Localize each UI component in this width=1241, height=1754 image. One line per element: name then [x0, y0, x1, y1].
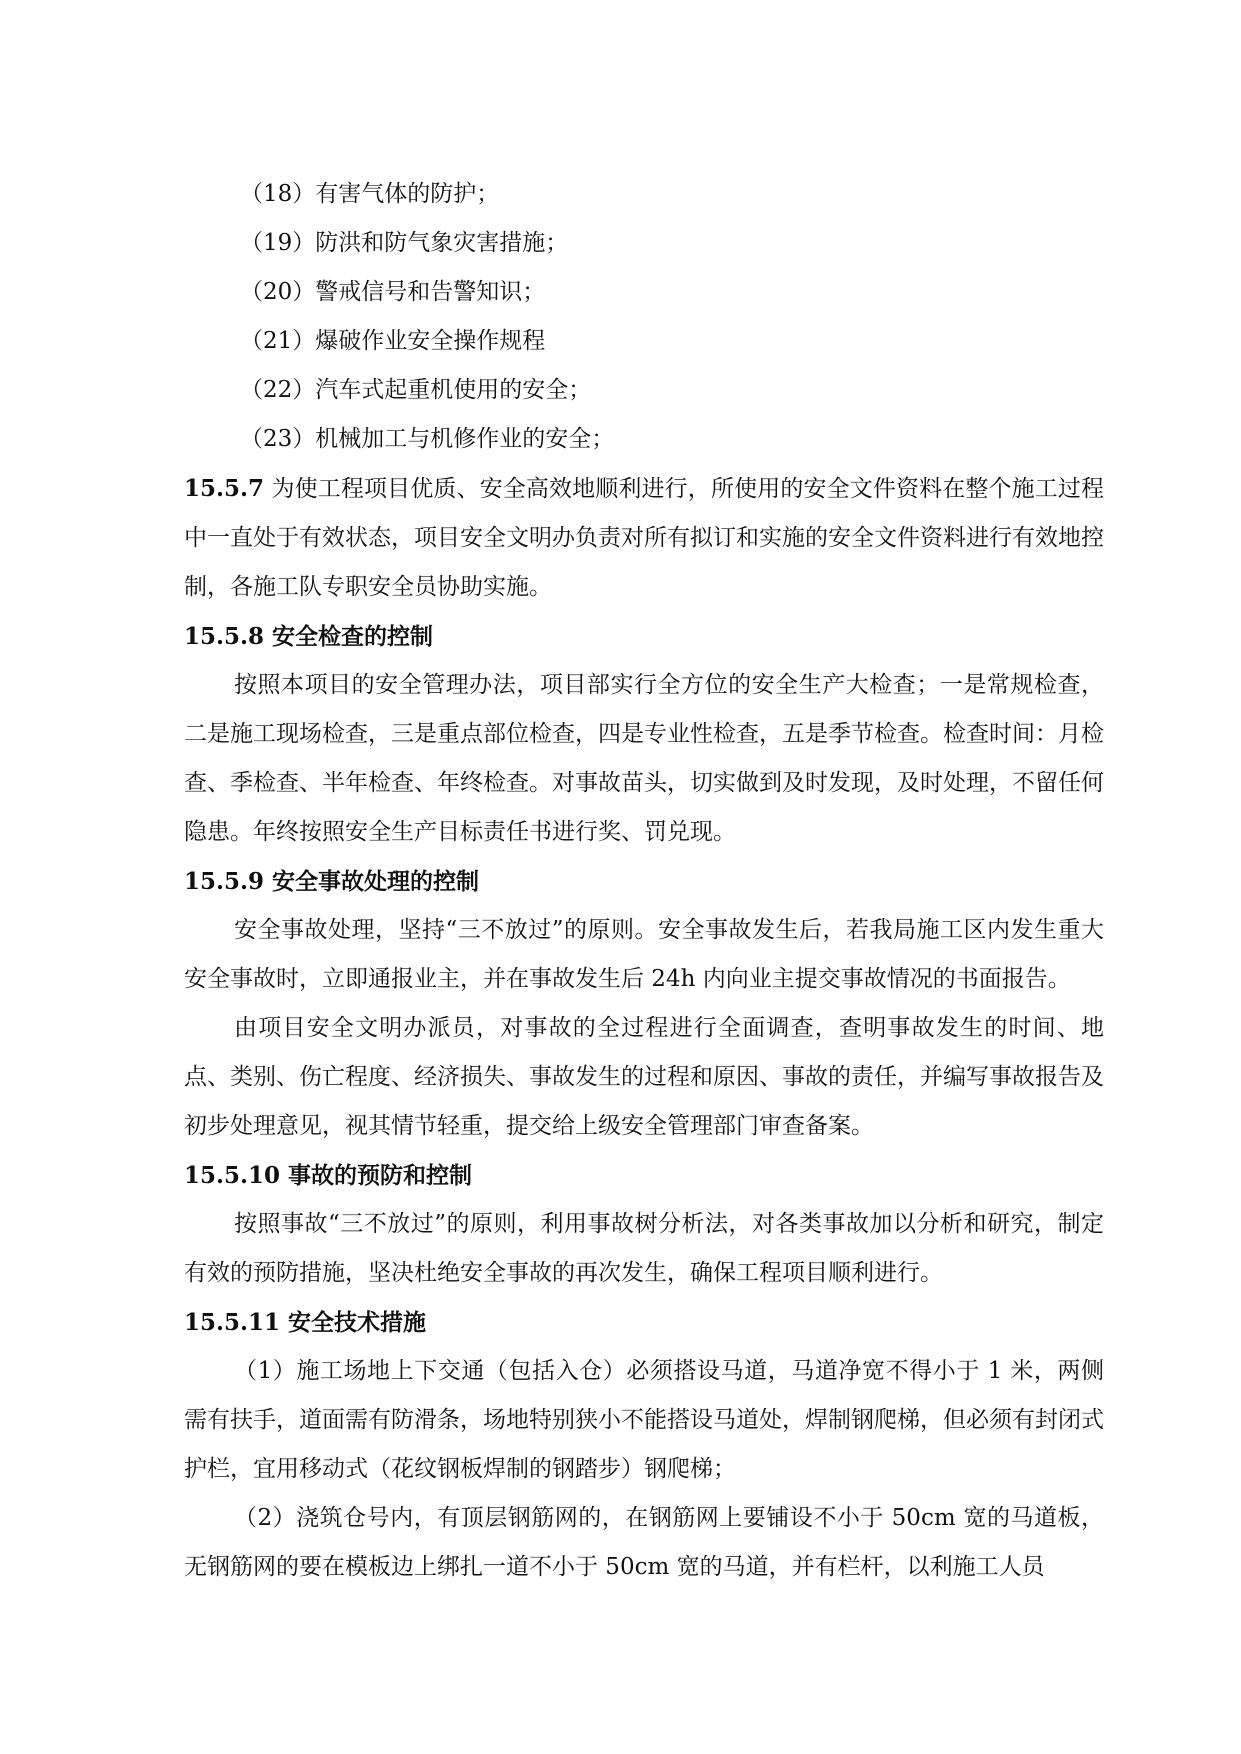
list-item: （22）汽车式起重机使用的安全；: [240, 377, 592, 403]
paragraph: 按照事故“三不放过”的原则，利用事故树分析法，对各类事故加以分析和研究，制定有效的预防措施，坚决杜绝安全事故的再次发生，确保工程项目顺利进行。: [184, 1211, 1104, 1286]
section-heading-15-5-10: 15.5.10 事故的预防和控制: [184, 1162, 473, 1189]
list-item: （21）爆破作业安全操作规程: [240, 328, 546, 354]
list-item: （20）警戒信号和告警知识；: [240, 279, 546, 305]
section-heading-15-5-9: 15.5.9 安全事故处理的控制: [184, 868, 480, 895]
paragraph: （1）施工场地上下交通（包括入仓）必须搭设马道，马道净宽不得小于 1 米，两侧需有扶手，道面需有防滑条，场地特别狭小不能搭设马道处，焊制钢爬梯，但必须有封闭式护栏，宜用移动式（花纹钢板焊制的钢踏步）钢爬梯；: [184, 1358, 1104, 1482]
list-item: （23）机械加工与机修作业的安全；: [240, 426, 615, 452]
section-15-5-7-paragraph: [184, 464, 1104, 612]
page-content: [184, 170, 1104, 1592]
paragraph: 按照本项目的安全管理办法，项目部实行全方位的安全生产大检查；一是常规检查，二是施工现场检查，三是重点部位检查，四是专业性检查，五是季节检查。检查时间：月检查、季检查、半年检查、年终检查。对事故苗头，切实做到及时发现，及时处理，不留任何隐患。年终按照安全生产目标责任书进行奖、罚兑现。: [184, 672, 1104, 845]
list-item: （19）防洪和防气象灾害措施；: [240, 230, 569, 256]
list-item: （18）有害气体的防护；: [240, 181, 500, 207]
section-heading-15-5-11: 15.5.11 安全技术措施: [184, 1309, 427, 1336]
training-topic-list: [184, 170, 1104, 464]
paragraph: 安全事故处理，坚持“三不放过”的原则。安全事故发生后，若我局施工区内发生重大安全事故时，立即通报业主，并在事故发生后 24h 内向业主提交事故情况的书面报告。: [184, 917, 1104, 992]
section-number: 15.5.7: [184, 475, 265, 502]
paragraph: 由项目安全文明办派员，对事故的全过程进行全面调查，查明事故发生的时间、地点、类别、伤亡程度、经济损失、事故发生的过程和原因、事故的责任，并编写事故报告及初步处理意见，视其情节轻重，提交给上级安全管理部门审查备案。: [184, 1015, 1104, 1139]
section-heading-15-5-8: 15.5.8 安全检查的控制: [184, 623, 434, 650]
paragraph: （2）浇筑仓号内，有顶层钢筋网的，在钢筋网上要铺设不小于 50cm 宽的马道板，无钢筋网的要在模板边上绑扎一道不小于 50cm 宽的马道，并有栏杆，以利施工人员: [184, 1505, 1104, 1580]
section-text: 为使工程项目优质、安全高效地顺利进行，所使用的安全文件资料在整个施工过程中一直处于有效状态，项目安全文明办负责对所有拟订和实施的安全文件资料进行有效地控制，各施工队专职安全员协助实施。: [184, 476, 1105, 600]
